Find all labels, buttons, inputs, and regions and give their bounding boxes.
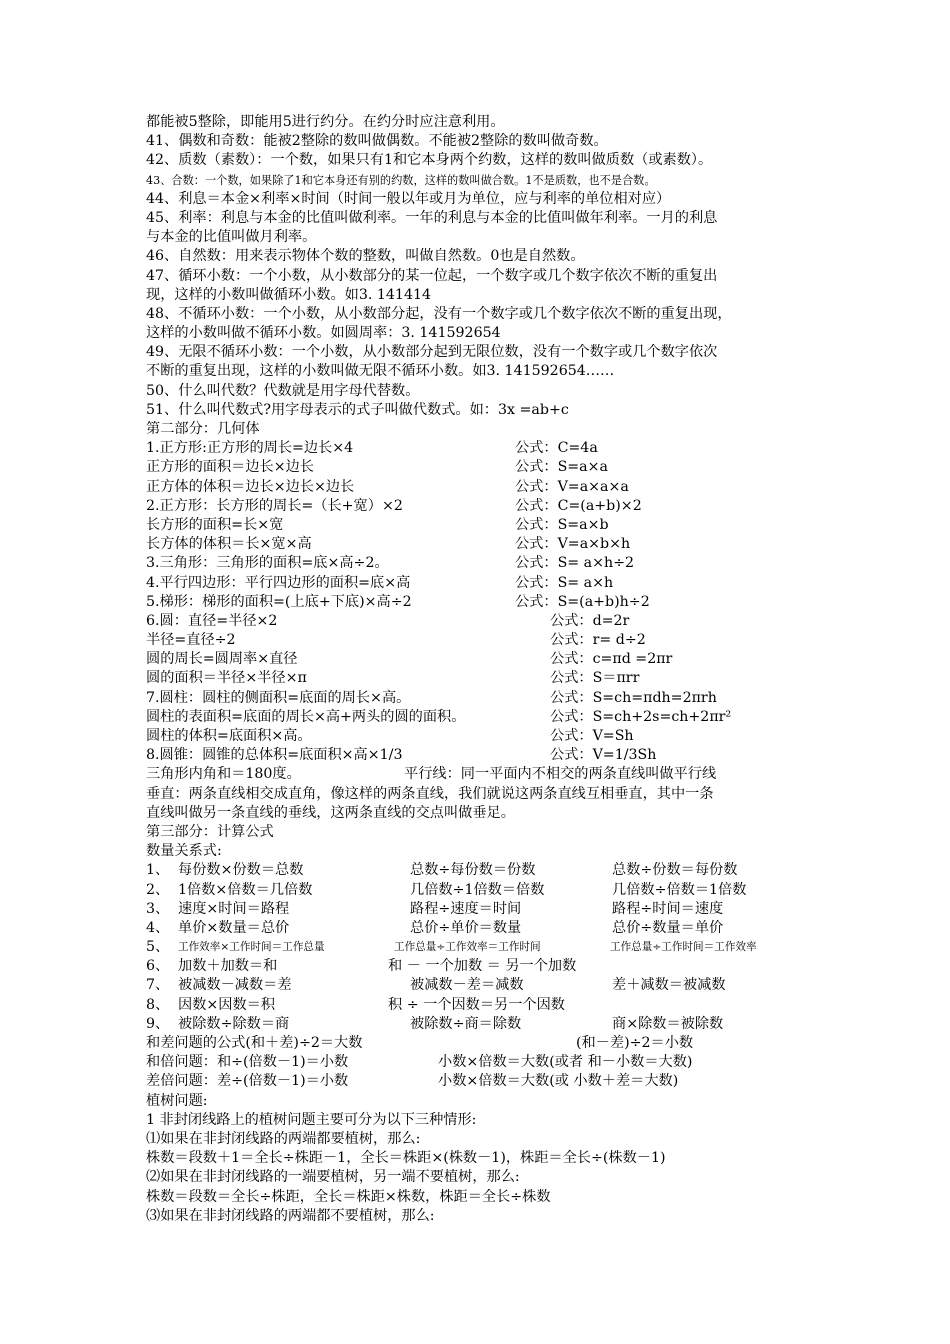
text-line: 44、利息＝本金×利率×时间（时间一般以年或月为单位，应与利率的单位相对应） (146, 190, 671, 207)
formula-row (146, 535, 826, 554)
relation-b: 总价÷单价＝数量 (410, 919, 522, 936)
relation-number: 7、 (146, 977, 170, 994)
formula-row (146, 497, 826, 516)
relation-number: 8、 (146, 996, 170, 1013)
formula-text: 8.圆锥：圆锥的总体积=底面积×高×1/3 (146, 747, 403, 764)
formula-expression: 公式：V=a×a×a (515, 478, 629, 495)
text-line: 41、偶数和奇数：能被2整除的数叫做偶数。不能被2整除的数叫做奇数。 (146, 133, 608, 150)
text-line: 植树问题: (146, 1092, 208, 1109)
formula-row (146, 612, 826, 631)
formula-expression: 公式：V=1/3Sh (550, 747, 657, 764)
part3-heading: 第三部分：计算公式 (146, 823, 274, 840)
text-line: ⑵如果在非封闭线路的一端要植树，另一端不要植树，那么: (146, 1169, 520, 1186)
formula-expression: 公式：S=(a+b)h÷2 (515, 593, 650, 610)
text-line: 1 非封闭线路上的植树问题主要可分为以下三种情形: (146, 1111, 477, 1128)
formula-row (146, 593, 826, 612)
formula-text: 6.圆：直径=半径×2 (146, 612, 278, 629)
multiple-sum-line (146, 1053, 826, 1072)
relation-b: 和 － 一个加数 ＝ 另一个加数 (388, 958, 577, 975)
relation-c: 总数÷份数＝每份数 (612, 862, 738, 879)
relation-a: 工作效率×工作时间＝工作总量 (178, 941, 325, 954)
formula-row (146, 574, 826, 593)
relation-number: 1、 (146, 862, 170, 879)
formula-text: 正方形的面积＝边长×边长 (146, 459, 314, 476)
formula-row (146, 669, 826, 688)
relation-a: 每份数×份数＝总数 (178, 862, 304, 879)
formula-expression: 公式：d=2r (550, 612, 630, 629)
text-line: 现，这样的小数叫做循环小数。如3. 141414 (146, 286, 432, 303)
formula-row (146, 439, 826, 458)
relation-b: 被除数÷商＝除数 (410, 1015, 522, 1032)
relation-row (146, 1015, 826, 1034)
formula-text: 长方体的体积＝长×宽×高 (146, 536, 312, 553)
formula-expression: 公式：S=a×a (515, 459, 608, 476)
text-line: ⑶如果在非封闭线路的两端都不要植树，那么: (146, 1207, 435, 1224)
relations-list (146, 861, 826, 1034)
formula-text: 长方形的面积=长×宽 (146, 516, 284, 533)
multiple-diff-b: 小数×倍数＝大数(或 小数＋差＝大数) (438, 1073, 679, 1090)
formula-text: 圆的面积＝半径×半径×π (146, 670, 307, 687)
relation-a: 速度×时间＝路程 (178, 900, 290, 917)
text-line: 48、不循环小数：一个小数，从小数部分起，没有一个数字或几个数字依次不断的重复出现， (146, 305, 732, 322)
relation-number: 4、 (146, 919, 170, 936)
relation-b: 工作总量÷工作效率＝工作时间 (394, 941, 541, 954)
relation-a: 单价×数量＝总价 (178, 919, 290, 936)
formula-row (146, 458, 826, 477)
relation-row (146, 919, 826, 938)
relation-a: 被减数－减数＝差 (178, 977, 292, 994)
formula-expression: 公式：V=Sh (550, 728, 634, 744)
relation-a: 加数＋加数＝和 (178, 958, 278, 975)
multiple-diff-line (146, 1072, 826, 1091)
formula-expression: 公式：S= a×h÷2 (515, 555, 635, 572)
relation-c: 工作总量÷工作时间＝工作效率 (610, 941, 757, 954)
sum-diff-a: 和差问题的公式(和＋差)÷2＝大数 (146, 1035, 363, 1051)
relation-b: 几倍数÷1倍数＝倍数 (410, 881, 545, 898)
relation-c: 总价÷数量＝单价 (612, 919, 724, 936)
formula-row (146, 631, 826, 650)
formula-text: 7.圆柱：圆柱的侧面积=底面的周长×高。 (146, 689, 411, 706)
document-page (146, 113, 826, 1226)
part2-heading: 第二部分：几何体 (146, 421, 260, 437)
formula-expression: 公式：S=a×b (515, 516, 609, 533)
relation-number: 3、 (146, 900, 170, 917)
relation-c: 几倍数÷倍数＝1倍数 (612, 881, 747, 898)
relation-a: 被除数÷除数＝商 (178, 1015, 290, 1032)
geometry-formulas-b (146, 612, 826, 766)
formula-row (146, 746, 826, 765)
formula-expression: 公式：S= a×h (515, 574, 614, 591)
sum-diff-line (146, 1034, 826, 1053)
relation-a: 1倍数×倍数＝几倍数 (178, 881, 313, 898)
formula-text: 3.三角形：三角形的面积=底×高÷2。 (146, 555, 389, 572)
formula-row (146, 554, 826, 573)
multiple-sum-a: 和倍问题：和÷(倍数－1)＝小数 (146, 1054, 349, 1071)
formula-text: 4.平行四边形：平行四边形的面积=底×高 (146, 574, 411, 591)
formula-row (146, 478, 826, 497)
multiple-diff-a: 差倍问题：差÷(倍数－1)＝小数 (146, 1073, 349, 1090)
formula-text: 5.梯形：梯形的面积=(上底+下底)×高÷2 (146, 593, 412, 610)
formula-row (146, 650, 826, 669)
relation-row (146, 957, 826, 976)
formula-row (146, 727, 826, 746)
relation-row (146, 996, 826, 1015)
formula-text: 圆的周长=圆周率×直径 (146, 651, 298, 668)
formula-row (146, 516, 826, 535)
parallel-text: 平行线：同一平面内不相交的两条直线叫做平行线 (404, 766, 717, 783)
relation-c: 路程÷时间＝速度 (612, 900, 724, 917)
text-line: 49、无限不循环小数：一个小数，从小数部分起到无限位数，没有一个数字或几个数字依次 (146, 344, 718, 361)
formula-text: 圆柱的表面积=底面的周长×高+两头的圆的面积。 (146, 708, 466, 725)
text-line: 46、自然数：用来表示物体个数的整数，叫做自然数。0也是自然数。 (146, 248, 585, 265)
formula-text: 圆柱的体积=底面积×高。 (146, 728, 312, 744)
formula-text: 2.正方形：长方形的周长=（长+宽）×2 (146, 497, 403, 514)
relation-row (146, 976, 826, 995)
formula-expression: 公式：S=ch=πdh=2πrh (550, 689, 717, 706)
formula-text: 1.正方形:正方形的周长=边长×4 (146, 440, 354, 457)
tree-planting-section (146, 1092, 826, 1226)
text-line: 50、什么叫代数？代数就是用字母代替数。 (146, 382, 420, 399)
perpendicular-line: 直线叫做另一条直线的垂线，这两条直线的交点叫做垂足。 (146, 804, 515, 821)
relations-heading: 数量关系式: (146, 843, 222, 860)
formula-text: 半径=直径÷2 (146, 632, 236, 649)
definitions-section (146, 113, 826, 420)
relation-b: 总数÷每份数＝份数 (410, 862, 536, 879)
text-line: 47、循环小数：一个小数，从小数部分的某一位起，一个数字或几个数字依次不断的重复出 (146, 267, 718, 284)
text-line: 43、合数：一个数，如果除了1和它本身还有别的约数，这样的数叫做合数。1不是质数，也不是合数。 (146, 173, 656, 187)
formula-expression: 公式：r= d÷2 (550, 632, 646, 649)
triangle-angle-text: 三角形内角和＝180度。 (146, 766, 301, 783)
text-line: 不断的重复出现，这样的小数叫做无限不循环小数。如3. 141592654…… (146, 363, 615, 380)
relation-row (146, 938, 826, 957)
formula-expression: 公式：C=4a (515, 440, 598, 457)
text-line: 株数＝段数＝全长÷株距，全长＝株距×株数，株距＝全长÷株数 (146, 1188, 551, 1205)
text-line: 这样的小数叫做不循环小数。如圆周率：3. 141592654 (146, 325, 501, 342)
formula-expression: 公式：S=ch+2s=ch+2πr² (550, 708, 732, 725)
geometry-formulas-a (146, 439, 826, 612)
text-line: 株数＝段数＋1＝全长÷株距－1，全长＝株距×(株数－1)，株距＝全长÷(株数－1) (146, 1150, 666, 1167)
sum-diff-b: (和－差)÷2＝小数 (576, 1035, 694, 1051)
formula-row (146, 689, 826, 708)
relation-b: 路程÷速度＝时间 (410, 900, 522, 917)
formula-expression: 公式：S＝πrr (550, 670, 640, 687)
relation-number: 5、 (146, 939, 170, 956)
multiple-sum-b: 小数×倍数＝大数(或者 和－小数＝大数) (438, 1054, 693, 1071)
relation-number: 9、 (146, 1015, 170, 1032)
relation-row (146, 861, 826, 880)
relation-number: 6、 (146, 958, 170, 975)
text-line: 51、什么叫代数式?用字母表示的式子叫做代数式。如：3x =ab+c (146, 401, 569, 418)
perpendicular-line: 垂直：两条直线相交成直角，像这样的两条直线，我们就说这两条直线互相垂直，其中一条 (146, 785, 714, 802)
text-line: 都能被5整除，即能用5进行约分。在约分时应注意利用。 (146, 114, 505, 130)
formula-row (146, 708, 826, 727)
text-line: 45、利率：利息与本金的比值叫做利率。一年的利息与本金的比值叫做年利率。一月的利息 (146, 209, 718, 226)
relation-number: 2、 (146, 881, 170, 898)
relation-c: 商×除数＝被除数 (612, 1015, 724, 1032)
relation-row (146, 881, 826, 900)
text-line: ⑴如果在非封闭线路的两端都要植树，那么: (146, 1130, 421, 1147)
text-line: 与本金的比值叫做月利率。 (146, 229, 317, 246)
text-line: 42、质数（素数）：一个数，如果只有1和它本身两个约数，这样的数叫做质数（或素数）。 (146, 152, 713, 169)
relation-row (146, 900, 826, 919)
formula-expression: 公式：C=(a+b)×2 (515, 497, 642, 514)
relation-b: 积 ÷ 一个因数＝另一个因数 (388, 996, 565, 1013)
relation-b: 被减数－差＝减数 (410, 977, 524, 994)
relation-c: 差＋减数＝被减数 (612, 977, 726, 994)
formula-expression: 公式：c=πd =2πr (550, 651, 673, 668)
angle-parallel-line (146, 765, 826, 784)
formula-expression: 公式：V=a×b×h (515, 536, 631, 553)
relation-a: 因数×因数＝积 (178, 996, 276, 1013)
formula-text: 正方体的体积＝边长×边长×边长 (146, 478, 355, 495)
